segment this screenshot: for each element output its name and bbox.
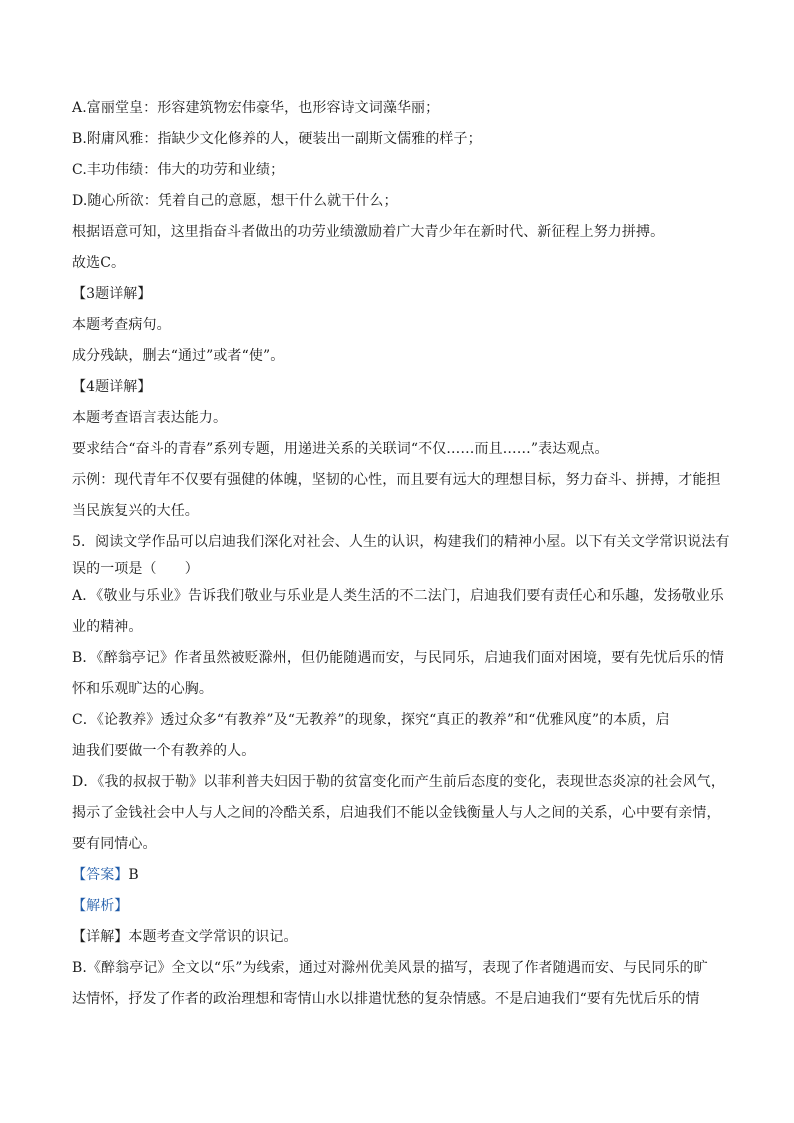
q5-option-a-line-1: A．《敬业与乐业》告诉我们敬业与乐业是人类生活的不二法门，启迪我们要有责任心和乐趣，发扬敬业乐: [72, 588, 724, 604]
detail-b-line-1: B.《醉翁亭记》全文以“乐”为线索，通过对滁州优美风景的描写，表现了作者随遇而安、与民同乐的旷: [72, 960, 708, 976]
q3-topic: 本题考查病句。: [72, 317, 171, 333]
option-c-explanation: C.丰功伟绩：伟大的功劳和业绩；: [72, 162, 285, 178]
option-a-explanation: A.富丽堂皇：形容建筑物宏伟豪华，也形容诗文词藻华丽；: [72, 100, 440, 116]
analysis-tag: 【解析】: [72, 898, 129, 914]
q3-fix: 成分残缺，删去“通过”或者“使”。: [72, 348, 285, 364]
q5-option-a-line-2: 业的精神。: [72, 619, 143, 635]
q4-example-line-2: 当民族复兴的大任。: [72, 503, 199, 519]
option-d-explanation: D.随心所欲：凭着自己的意愿，想干什么就干什么；: [72, 193, 398, 209]
analysis-heading: [72, 896, 732, 916]
q4-requirement: 要求结合“奋斗的青春”系列专题，用递进关系的关联词“不仅……而且……”表达观点。: [72, 441, 609, 457]
answer-line: [72, 865, 732, 885]
document-page: [72, 98, 732, 1009]
section-heading-q4: 【4题详解】: [72, 379, 152, 395]
q5-stem-line-1: 5．阅读文学作品可以启迪我们深化对社会、人生的认识，构建我们的精神小屋。以下有关文学常识说法有: [72, 534, 730, 550]
answer-value: B: [128, 867, 139, 883]
q4-example-line-1: 示例：现代青年不仅要有强健的体魄，坚韧的心性，而且要有远大的理想目标，努力奋斗、拼搏，才能担: [72, 472, 721, 488]
context-analysis: 根据语意可知，这里指奋斗者做出的功劳业绩激励着广大青少年在新时代、新征程上努力拼搏。: [72, 224, 665, 240]
detail-line: 【详解】本题考查文学常识的识记。: [72, 929, 298, 945]
q5-option-c-line-1: C．《论教养》透过众多“有教养”及“无教养”的现象，探究“真正的教养”和“优雅风度”的本质，启: [72, 712, 670, 728]
q5-option-d-line-3: 要有同情心。: [72, 836, 157, 852]
q5-stem-line-2: 误的一项是（ ）: [72, 561, 199, 577]
answer-tag: 【答案】: [72, 867, 129, 883]
q5-option-d-line-1: D．《我的叔叔于勒》以菲利普夫妇因于勒的贫富变化而产生前后态度的变化，表现世态炎凉的社会风气，: [72, 774, 725, 790]
q4-topic: 本题考查语言表达能力。: [72, 410, 228, 426]
option-b-explanation: B.附庸风雅：指缺少文化修养的人，硬装出一副斯文儒雅的样子；: [72, 131, 482, 147]
q5-option-b-line-1: B．《醉翁亭记》作者虽然被贬滁州，但仍能随遇而安，与民同乐，启迪我们面对困境，要有先忧后乐的情: [72, 650, 724, 666]
section-heading-q3: 【3题详解】: [72, 286, 152, 302]
q5-option-d-line-2: 揭示了金钱社会中人与人之间的冷酷关系，启迪我们不能以金钱衡量人与人之间的关系，心中要有亲情，: [72, 805, 721, 821]
q5-option-c-line-2: 迪我们要做一个有教养的人。: [72, 743, 256, 759]
q5-option-b-line-2: 怀和乐观旷达的心胸。: [72, 681, 213, 697]
detail-b-line-2: 达情怀，抒发了作者的政治理想和寄情山水以排遣忧愁的复杂情感。不是启迪我们“要有先忧后乐的情: [72, 991, 700, 1007]
choice-conclusion: 故选C。: [72, 255, 126, 271]
